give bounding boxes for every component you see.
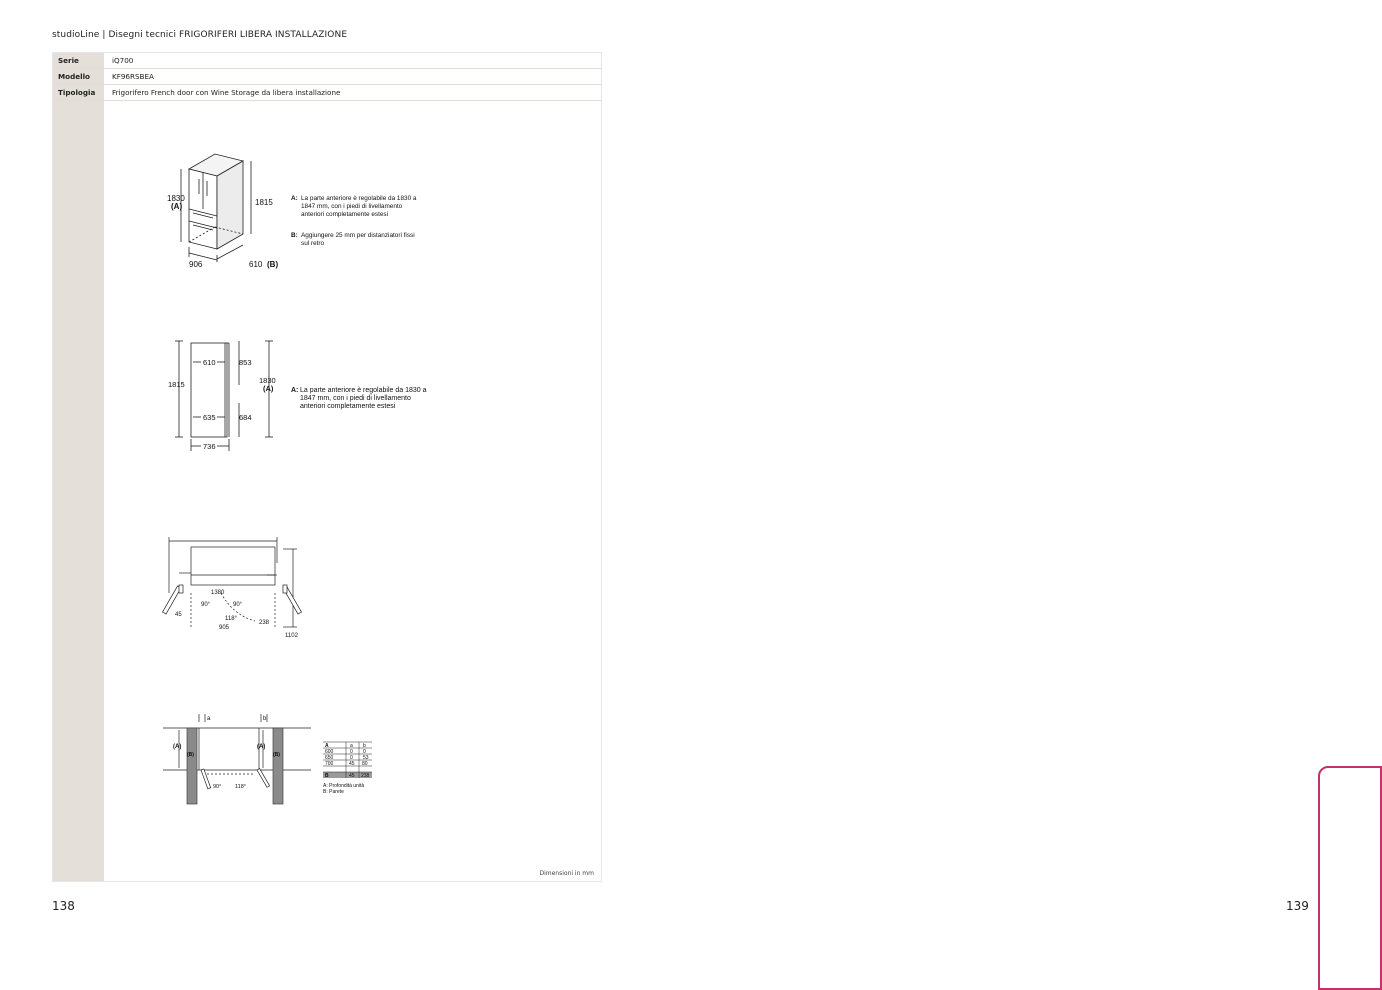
spec-row-modello	[53, 69, 601, 85]
dim-906: 906	[189, 260, 203, 269]
dimensions-footnote: Dimensioni in mm	[539, 870, 594, 877]
table-cell: 238	[361, 773, 370, 779]
legend-b: B: Parete	[323, 789, 344, 795]
note-a-key: A:	[291, 195, 298, 202]
table-header-a: a	[350, 743, 353, 749]
note-a-line2: 1847 mm, con i piedi di livellamento	[300, 395, 411, 402]
dim-610: 610	[203, 358, 216, 367]
spec-label: Serie	[58, 56, 79, 65]
page-number-left: 138	[52, 899, 75, 913]
tag-b-right: (B)	[273, 752, 280, 758]
tag-a-right: (A)	[257, 744, 266, 750]
spec-label: Tipologia	[58, 88, 96, 97]
table-cell: 53	[363, 755, 369, 761]
dim-610-tag: (B)	[267, 260, 279, 269]
dim-45: 45	[175, 612, 182, 618]
page-header: studioLine | Disegni tecnici FRIGORIFERI LIBERA INSTALLAZIONE	[52, 30, 348, 40]
note-a-line3: anteriori completamente estesi	[300, 403, 396, 410]
table-header-b: b	[363, 743, 366, 749]
note-a-line2: 1847 mm, con i piedi di livellamento	[301, 203, 403, 210]
spec-panel	[52, 52, 602, 882]
page-number-right: 139	[1286, 899, 1309, 913]
dim-1830-tag: (A)	[171, 202, 183, 211]
note-b-line1: Aggiungere 25 mm per distanziatori fissi	[301, 232, 415, 239]
table-cell: 45	[349, 773, 355, 779]
table-cell: 700	[325, 761, 334, 767]
table-cell: 600	[325, 749, 334, 755]
table-cell: 45	[349, 761, 355, 767]
angle-90-right: 90°	[233, 602, 243, 608]
angle-90-left: 90°	[201, 602, 211, 608]
table-cell: 650	[325, 755, 334, 761]
dim-684: 684	[239, 413, 252, 422]
dim-1830-tag: (A)	[263, 384, 274, 393]
dim-905: 905	[219, 625, 230, 631]
angle-90: 90°	[213, 784, 222, 790]
table-cell: 0	[363, 749, 366, 755]
table-cell: 80	[362, 761, 368, 767]
table-cell: B	[325, 773, 329, 779]
niche-table	[323, 742, 372, 779]
label-b: b	[263, 716, 267, 722]
legend-a: A: Profondità unità	[323, 783, 365, 789]
tag-a-left: (A)	[173, 744, 182, 750]
dim-238: 238	[259, 620, 270, 626]
isometric-dimension-drawing	[165, 149, 495, 269]
table-header-a-upper: A	[325, 743, 329, 749]
spec-value: iQ700	[112, 56, 134, 65]
note-b-key: B:	[291, 232, 298, 239]
spec-row-tipologia	[53, 85, 601, 101]
spec-value: Frigorifero French door con Wine Storage da libera installazione	[112, 88, 341, 97]
spec-row-serie	[53, 53, 601, 69]
note-b-line2: sul retro	[301, 240, 325, 247]
dim-1830: 1830	[167, 194, 185, 203]
table-cell: 0	[350, 749, 353, 755]
spec-label: Modello	[58, 72, 90, 81]
dim-853: 853	[239, 358, 252, 367]
dim-1815: 1815	[168, 380, 185, 389]
label-a: a	[207, 716, 211, 722]
dim-1380: 1380	[211, 590, 225, 596]
angle-118: 118°	[235, 784, 246, 790]
angle-118: 118°	[225, 616, 237, 622]
side-view-dimension-drawing	[165, 337, 495, 453]
note-a-line1: La parte anteriore è regolabile da 1830 a	[300, 387, 427, 394]
note-a-key: A:	[291, 387, 299, 394]
spec-label-column	[53, 53, 104, 881]
dim-1102: 1102	[285, 633, 298, 639]
note-a-line1: La parte anteriore è regolabile da 1830 a	[301, 195, 417, 202]
tag-b-left: (B)	[187, 752, 194, 758]
table-cell: 0	[350, 755, 353, 761]
installation-niche-drawing	[163, 708, 383, 808]
dim-1815: 1815	[255, 198, 273, 207]
spec-value: KF96RSBEA	[112, 72, 154, 81]
dim-1830: 1830	[259, 376, 276, 385]
dim-610: 610	[249, 260, 263, 269]
door-angle-labels	[183, 593, 283, 633]
section-tab-marker	[1318, 766, 1382, 990]
note-a-line3: anteriori completamente estesi	[301, 211, 389, 218]
dim-736: 736	[203, 442, 216, 451]
dim-635: 635	[203, 413, 216, 422]
